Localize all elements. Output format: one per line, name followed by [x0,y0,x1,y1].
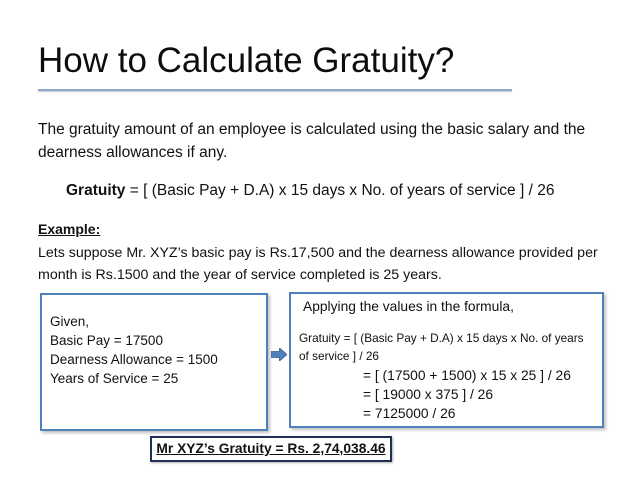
intro-text: The gratuity amount of an employee is calculated using the basic salary and the dearness allowances if any. [38,121,586,161]
calculation-step: = [ (17500 + 1500) x 15 x 25 ] / 26 [363,368,571,383]
applied-formula-box [289,292,604,428]
calculation-steps [299,366,594,423]
right-arrow-icon [271,348,287,361]
gratuity-formula [66,180,554,202]
example-text: Lets suppose Mr. XYZ’s basic pay is Rs.17,500 and the dearness allowance provided per month is Rs.1500 and the year of service completed is 25 years. [38,245,598,283]
example-heading: Example: [38,221,101,237]
given-line: Basic Pay = 17500 [50,333,163,348]
gratuity-result: Mr XYZ’s Gratuity = Rs. 2,74,038.46 [150,436,392,462]
given-line: Dearness Allowance = 1500 [50,352,218,367]
applied-formula: Gratuity = [ (Basic Pay + D.A) x 15 days x No. of years of service ] / 26 [299,331,584,363]
formula-label: Gratuity [66,182,126,199]
formula-expression: = [ (Basic Pay + D.A) x 15 days x No. of years of service ] / 26 [125,182,555,199]
title-underline [38,89,512,91]
given-box [40,293,268,431]
applied-heading: Applying the values in the formula, [303,299,514,314]
calculation-step: = 7125000 / 26 [363,406,456,421]
slide-title: How to Calculate Gratuity? [38,41,455,80]
given-line: Years of Service = 25 [50,371,179,386]
calculation-step: = [ 19000 x 375 ] / 26 [363,387,494,402]
given-line: Given, [50,314,90,329]
